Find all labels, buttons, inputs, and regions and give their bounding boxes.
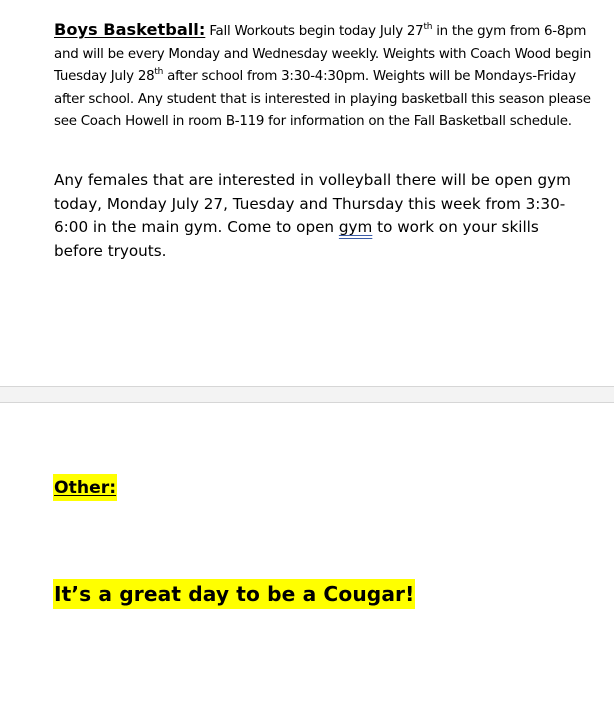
volleyball-text-1: Any females that are interested in volleyball there will be open gym today, Monday July 27, Tuesday and Thursday this week from 3:30-6:00 in the main gym. Come to open [54, 171, 571, 236]
document-page-2 [0, 403, 614, 718]
ordinal-suffix-1: th [423, 22, 433, 32]
boys-basketball-text-2: in the gym from 6-8pm and will be every Monday and Wednesday weekly. Weights with Coach Wood begin Tuesday July 28 [54, 24, 592, 84]
boys-basketball-text-1: Fall Workouts begin today July 27 [205, 24, 424, 39]
other-heading: Other: [53, 474, 117, 501]
volleyball-paragraph [54, 169, 579, 263]
boys-basketball-heading: Boys Basketball: [54, 20, 206, 39]
volleyball-text-2: to work on your skills before tryouts. [54, 218, 539, 260]
page-break-gap [0, 386, 614, 403]
boys-basketball-paragraph [54, 19, 602, 134]
ordinal-suffix-2: th [154, 67, 164, 77]
cougar-slogan: It’s a great day to be a Cougar! [53, 579, 415, 609]
boys-basketball-text-3: after school from 3:30-4:30pm. Weights will be Mondays-Friday after school. Any student that is interested in playing basketball this season please see Coach Howell in room B-119 for information on the Fall Basketball schedule. [54, 69, 591, 129]
spellcheck-flagged-word[interactable]: gym [338, 218, 373, 236]
